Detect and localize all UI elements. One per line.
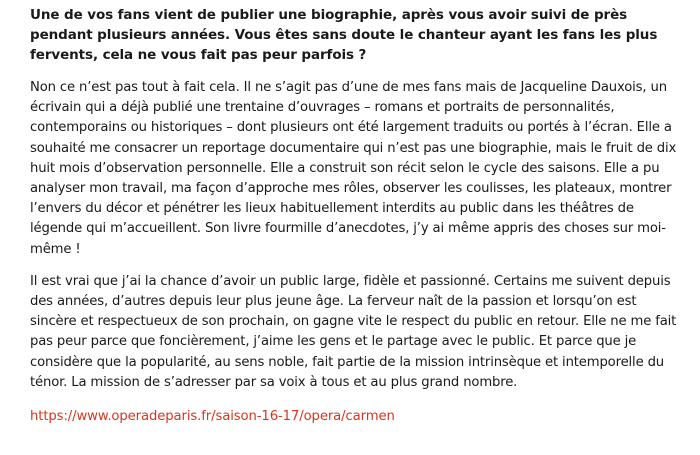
interview-question: Une de vos fans vient de publier une biographie, après vous avoir suivi de près pendant plusieurs années. Vous êtes sans doute le chanteur ayant les fans les plus fervents, cela ne vous fait pas peur parfois ? (30, 7, 658, 63)
answer-paragraph-1: Non ce n’est pas tout à fait cela. Il ne s’agit pas d’une de mes fans mais de Jacqueline Dauxois, un écrivain qui a déjà publié une trentaine d’ouvrages – romans et portraits de personnalités, contemporains ou historiques – dont plusieurs ont été largement traduits ou portés à l’écran. Elle a souhaité me consacrer un reportage documentaire qui n’est pas une biographie, mais le fruit de dix huit mois d’observation personnelle. Elle a construit son récit selon le cycle des saisons. Elle a pu analyser mon travail, ma façon d’approche mes rôles, observer les coulisses, les plateaux, montrer l’envers du décor et pénétrer les lieux habituellement interdits au public dans les théâtres de légende qui m’accueillent. Son livre fourmille d’anecdotes, j’y ai même appris des choses sur moi-même ! (30, 80, 677, 257)
answer-paragraph-2: Il est vrai que j’ai la chance d’avoir un public large, fidèle et passionné. Certains me suivent depuis des années, d’autres depuis leur plus jeune âge. La ferveur naît de la passion et lorsqu’on est sincère et respectueux de son prochain, on gagne vite le respect du public en retour. Elle ne me fait pas peur parce que foncièrement, j’aime les gens et le partage avec le public. Et parce que je considère que la popularité, au sens noble, fait partie de la mission intrinsèque et intemporelle du ténor. La mission de s’adresser par sa voix à tous et au plus grand nombre. (30, 273, 677, 390)
article (30, 5, 680, 427)
carmen-opera-link[interactable]: https://www.operadeparis.fr/saison-16-17/opera/carmen (30, 409, 395, 425)
